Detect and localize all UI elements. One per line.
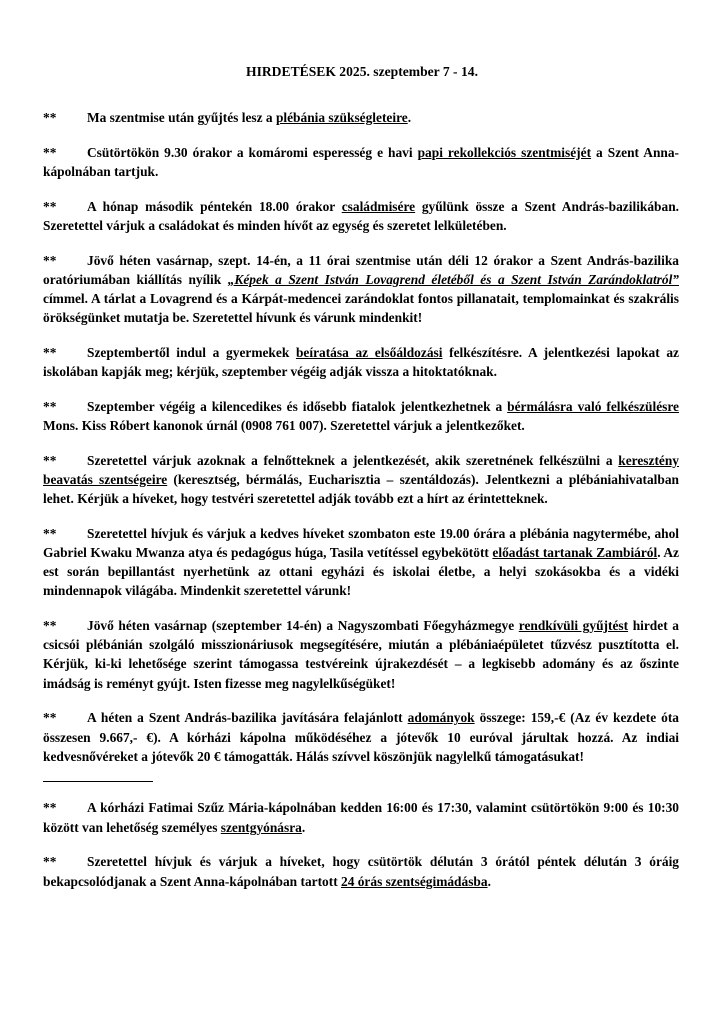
announcement-item [43, 143, 679, 181]
announcement-text: hirdet a csicsói plébánián szolgáló misszionáriusok megsegítésére, miután a plébániaépületet tűzvész pusztította el. Kérjük, ki-ki lehetősége szerint támogassa testvéreink újrakezdését – a legkisebb adomány és az őszinte imádság is reményt gyújt. Isten fizesse meg nagylelkűségüket! [43, 618, 679, 691]
underlined-text: plébánia szükségleteire [275, 110, 408, 125]
bullet-marker: ** [43, 854, 57, 870]
announcement-text: gyűlünk össze a Szent András-bazilikában. Szeretettel várjuk a családokat és minden hívőt az egység és szeretet lelkületében. [43, 198, 679, 233]
underlined-text: adományok [407, 710, 475, 726]
announcement-list [43, 108, 679, 906]
page-title: HIRDETÉSEK 2025. szeptember 7 - 14. [246, 64, 478, 79]
announcement-text: (keresztség, bérmálás, Eucharisztia – szentáldozás). Jelentkezni a plébániahivatalban lehet. Kérjük a híveket, hogy testvéri szeretettel adják tovább ezt a hírt az érintetteknek. [43, 471, 679, 507]
announcement-text: A hónap második péntekén 18.00 órakor [87, 198, 342, 214]
bullet-marker: ** [43, 398, 57, 414]
announcement-text: Jövő héten vasárnap (szeptember 14-én) a Nagyszombati Főegyházmegye [87, 618, 519, 634]
bullet-marker: ** [43, 252, 57, 268]
announcement-item [43, 708, 679, 766]
announcement-text: . [407, 110, 412, 125]
underlined-text: 24 órás szentségimádásba [341, 873, 488, 889]
announcement-item [43, 343, 679, 381]
bullet-marker: ** [43, 198, 57, 214]
bullet-marker: ** [43, 525, 57, 541]
announcement-item [43, 524, 679, 601]
underlined-text: szentgyónásra [220, 819, 302, 835]
announcement-item [43, 798, 679, 836]
announcement-item [43, 451, 679, 509]
announcement-text: A héten a Szent András-bazilika javítására felajánlott [87, 710, 408, 726]
bullet-marker: ** [43, 110, 57, 125]
announcement-text: a Szent Anna-kápolnában tartjuk. [43, 144, 679, 179]
announcement-text: Szeptembertől indul a gyermekek [87, 344, 296, 360]
announcement-item [43, 616, 679, 693]
announcement-text: Szeretettel hívjuk és várjuk a kedves híveket szombaton este 19.00 órára a plébánia nagytermébe, ahol Gabriel Kwaku Mwanza atya és pedagógus húga, Tasila vetítéssel egybekötött [43, 525, 679, 560]
underlined-text: bérmálásra való felkészülésre [507, 398, 679, 414]
bullet-marker: ** [43, 710, 57, 726]
announcement-item [43, 397, 679, 435]
announcement-text: . Az est során bepillantást nyerhetünk az ottani egyházi és iskolai életbe, a helyi szokásokba és a vidéki mindennapok világába. Mindenkit szeretettel várunk! [43, 544, 679, 599]
underlined-text: családmisére [341, 198, 416, 214]
announcement-text: A kórházi Fatimai Szűz Mária-kápolnában kedden 16:00 és 17:30, valamint csütörtökön 9:00 és 10:30 között van lehetőség személyes [43, 800, 679, 835]
announcement-text: Mons. Kiss Róbert kanonok úrnál (0908 761 007). Szeretettel várjuk a jelentkezőket. [43, 417, 525, 433]
announcement-text: . [301, 819, 306, 835]
announcement-text: összege: 159,-€ (Az év kezdete óta összesen 9.667,- €). A kórházi kápolna működéséhez a jótevők 10 euróval járultak hozzá. Az indiai kedvesnővéreket a jótevők 20 € támogatták. Hálás szívvel köszönjük nagylelkű támogatásukat! [43, 710, 679, 764]
bullet-marker: ** [43, 618, 57, 634]
announcement-text: Szeptember végéig a kilencedikes és idősebb fiatalok jelentkezhetnek a [87, 398, 508, 414]
announcement-text: Ma szentmise után gyűjtés lesz a [87, 110, 276, 125]
bullet-marker: ** [43, 800, 57, 816]
announcement-text: Csütörtökön 9.30 órakor a komáromi esperesség e havi [87, 144, 418, 160]
underlined-text: rendkívüli gyűjtést [518, 618, 629, 634]
underlined-text: keresztény beavatás szentségeire [43, 452, 679, 487]
divider-line [43, 781, 153, 782]
announcement-text: Szeretettel várjuk azoknak a felnőtteknek a jelentkezését, akik szeretnének felkészülni a [87, 452, 619, 468]
underlined-text: előadást tartanak Zambiáról [492, 544, 658, 560]
announcement-text: Szeretettel hívjuk és várjuk a híveket, hogy csütörtök délután 3 órától péntek délután 3 óráig bekapcsolódjanak a Szent Anna-kápolnában tartott [43, 854, 679, 889]
announcement-item [43, 108, 679, 127]
announcement-item [43, 852, 679, 890]
underlined-text: papi rekollekciós szentmiséjét [417, 144, 592, 160]
exhibition-title: „Képek a Szent István Lovagrend életéből és a Szent István Zarándoklatról” [227, 271, 679, 287]
bullet-marker: ** [43, 144, 57, 160]
announcement-item [43, 197, 679, 235]
announcement-text: Jövő héten vasárnap, szept. 14-én, a 11 órai szentmise után déli 12 órakor a Szent András-bazilika oratóriumában kiállítás nyílik [43, 252, 679, 287]
announcement-text: . [487, 873, 491, 889]
announcement-item [43, 251, 679, 328]
announcement-text: címmel. A tárlat a Lovagrend és a Kárpát-medencei zarándoklat fontos pillanatait, templomainkat és szakrális örökségünket mutatja be. Szeretettel hívunk és várunk mindenkit! [43, 290, 679, 326]
underlined-text: beíratása az elsőáldozási [295, 344, 443, 360]
bullet-marker: ** [43, 344, 57, 360]
bullet-marker: ** [43, 452, 57, 468]
announcement-text: felkészítésre. A jelentkezési lapokat az iskolában kapják meg; kérjük, szeptember végéig adják vissza a hitoktatóknak. [43, 344, 679, 380]
